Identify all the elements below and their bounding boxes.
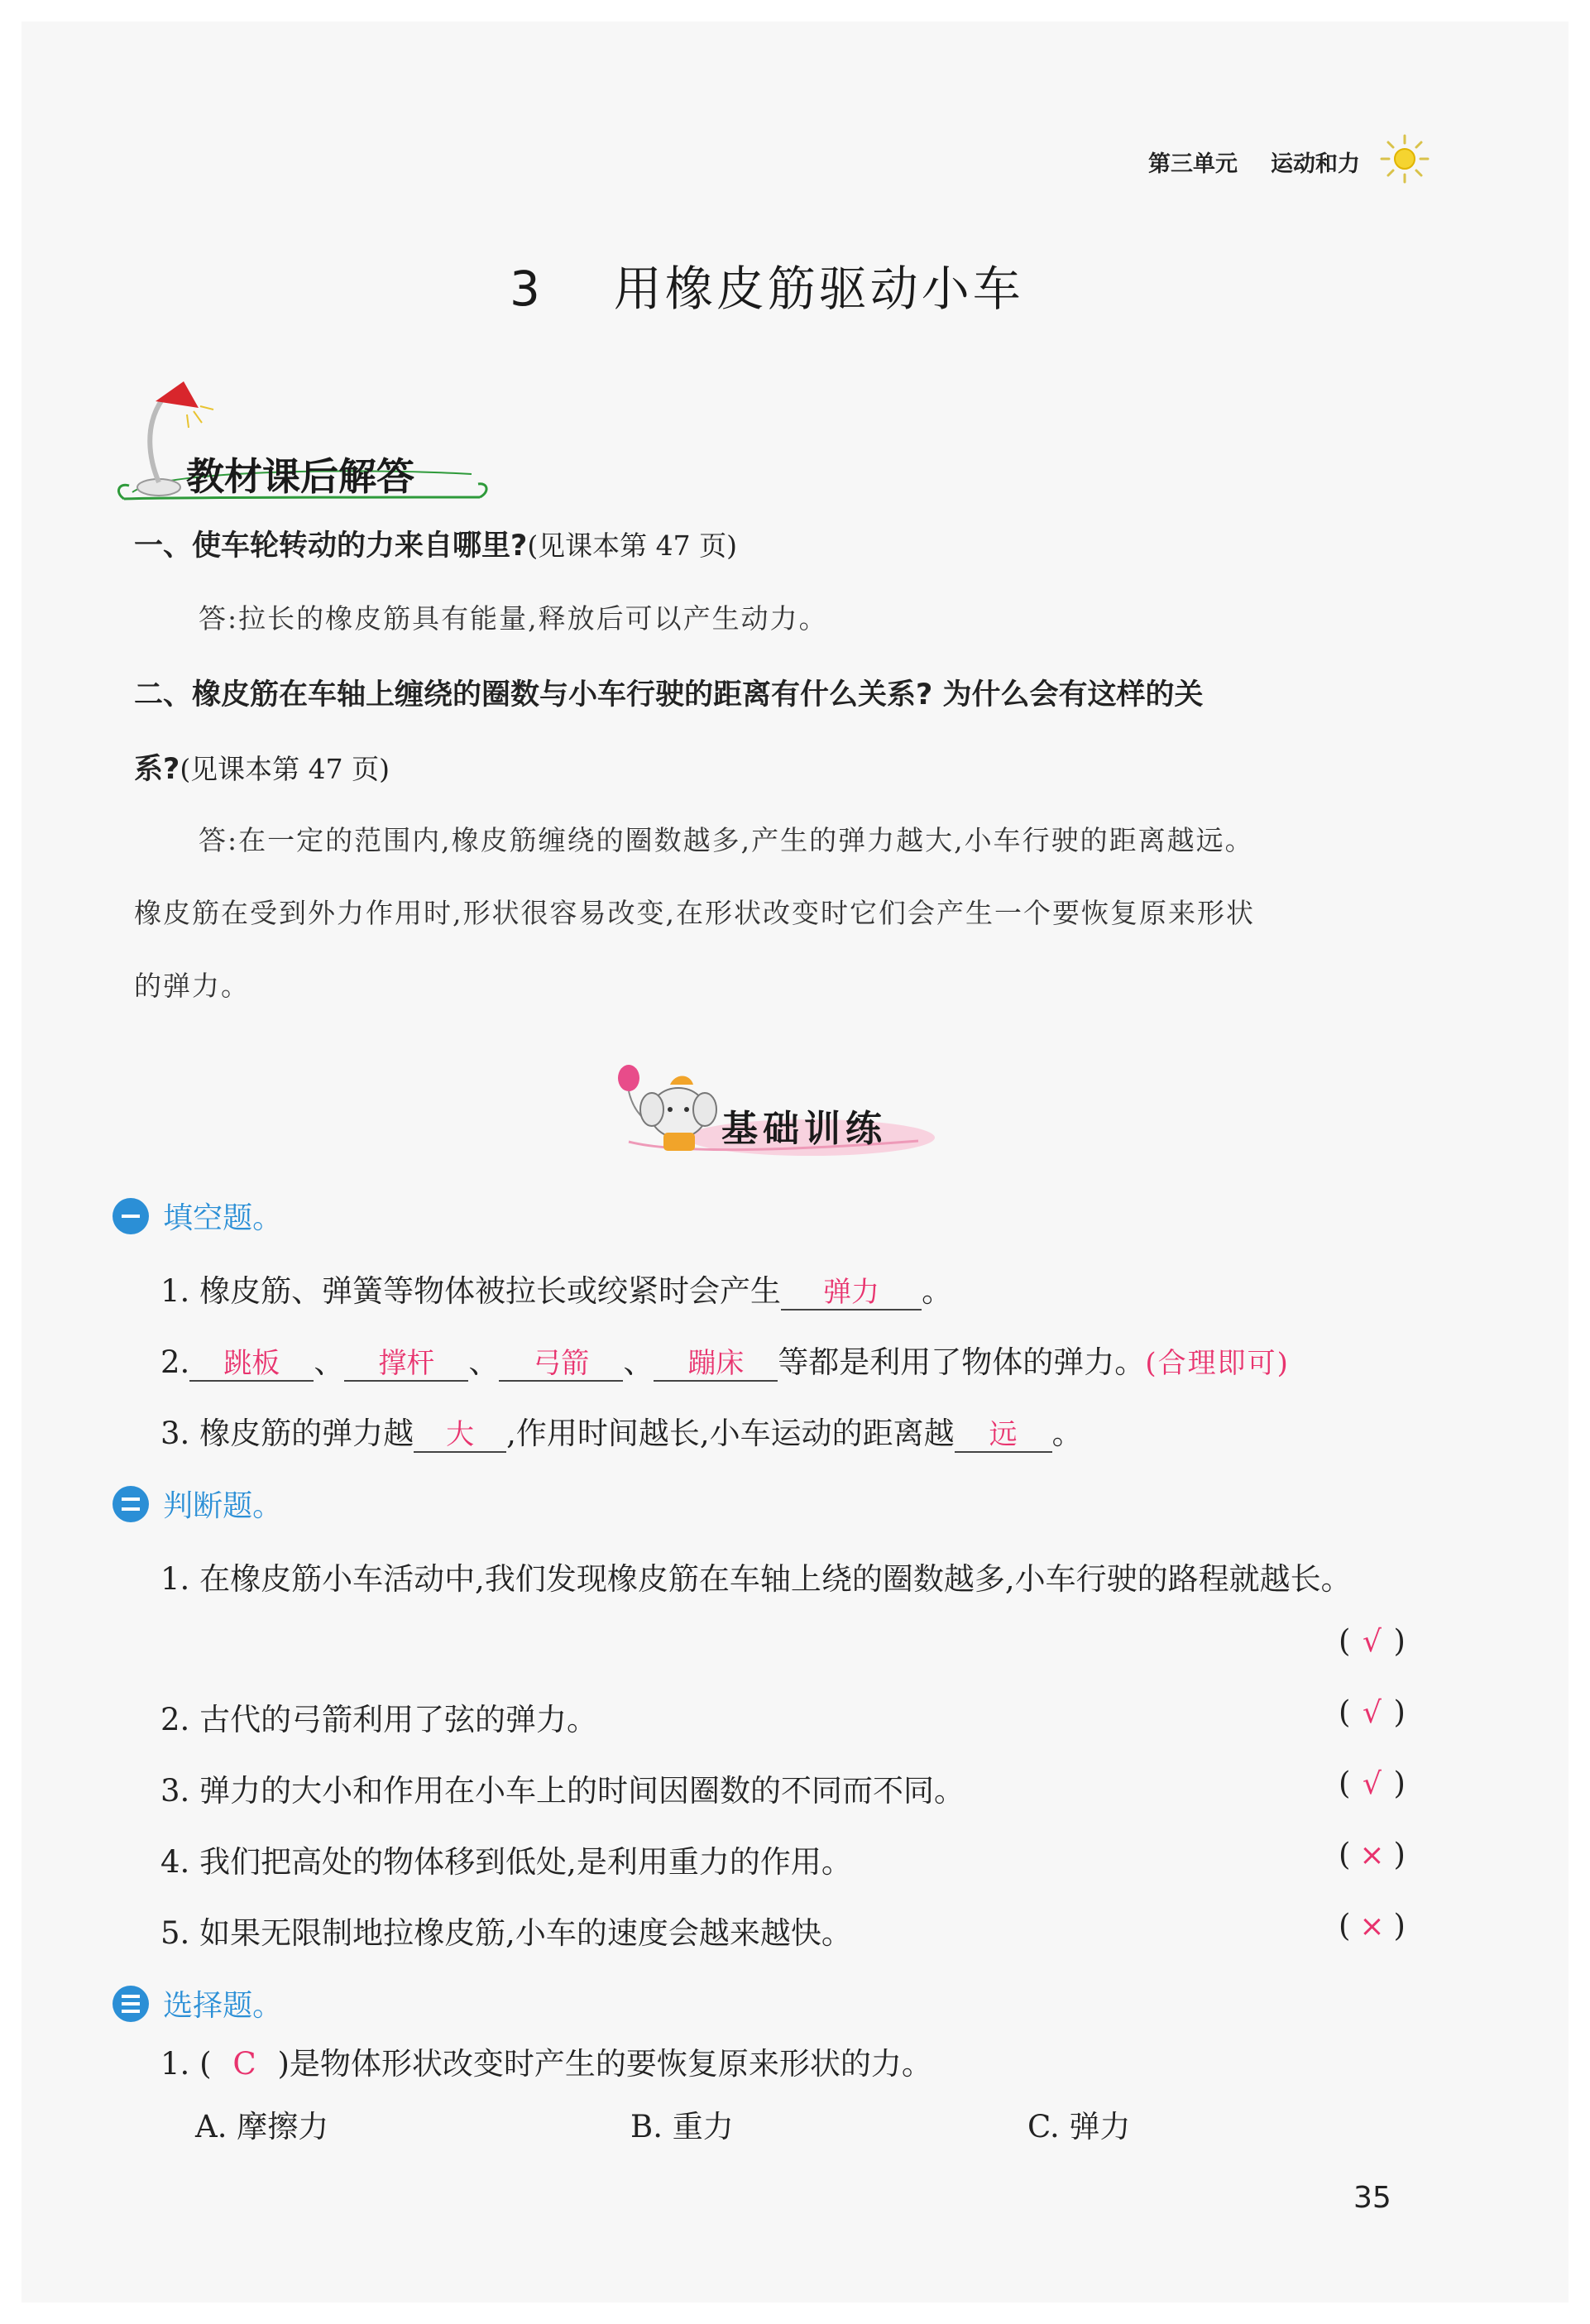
lesson-number: 3 bbox=[510, 261, 544, 317]
fill-item-3-middle: ,作用时间越长,小车运动的距离越 bbox=[506, 1416, 955, 1451]
fill-item-1-end: 。 bbox=[922, 1273, 953, 1309]
fill-item-3 bbox=[160, 1408, 1083, 1453]
section-one-badge-icon bbox=[113, 1198, 149, 1234]
fill-item-3-end: 。 bbox=[1051, 1416, 1083, 1451]
fill-item-2-text: 等都是利用了物体的弹力。 bbox=[778, 1344, 1146, 1380]
choice-section-label: 选择题。 bbox=[163, 1989, 283, 2023]
cross-mark-icon: × bbox=[1359, 1838, 1385, 1872]
answer-2-line-1: 答:在一定的范围内,橡皮筋缠绕的圈数越多,产生的弹力越大,小车行驶的距离越远。 bbox=[199, 824, 1254, 856]
choice-item-1 bbox=[160, 2039, 932, 2083]
question-2-text: 系? bbox=[134, 753, 180, 786]
cross-mark-icon: × bbox=[1359, 1910, 1385, 1943]
lesson-title bbox=[510, 250, 1024, 319]
check-mark-icon: √ bbox=[1362, 1696, 1382, 1730]
choice-option-c: C. 弹力 bbox=[1027, 2109, 1131, 2144]
judge-section-label: 判断题。 bbox=[163, 1489, 283, 1523]
fill-item-2 bbox=[160, 1337, 1290, 1382]
answer-2-line-3: 的弹力。 bbox=[134, 970, 250, 1002]
separator: 、 bbox=[314, 1344, 345, 1380]
judge-item-5-answer: ( × ) bbox=[1339, 1908, 1406, 1943]
separator: 、 bbox=[468, 1344, 500, 1380]
fill-section-header bbox=[113, 1195, 282, 1237]
textbook-answers-heading: 教材课后解答 bbox=[186, 454, 414, 499]
judge-item-2-answer: ( √ ) bbox=[1339, 1694, 1406, 1730]
check-mark-icon: √ bbox=[1362, 1767, 1382, 1801]
page-number: 35 bbox=[1353, 2181, 1391, 2215]
question-2-ref: (见课本第 47 页) bbox=[180, 753, 390, 785]
check-mark-icon: √ bbox=[1362, 1625, 1382, 1659]
choice-item-1-answer: C bbox=[232, 2046, 256, 2082]
judge-item-3: 3. 弹力的大小和作用在小车上的时间因圈数的不同而不同。 bbox=[160, 1773, 965, 1809]
answer-2-line-2: 橡皮筋在受到外力作用时,形状很容易改变,在形状改变时它们会产生一个要恢复原来形状 bbox=[134, 897, 1255, 929]
question-2-line-2 bbox=[134, 746, 390, 788]
fill-section-label: 填空题。 bbox=[163, 1201, 283, 1235]
question-1 bbox=[134, 523, 737, 564]
unit-label: 第三单元 bbox=[1148, 151, 1238, 177]
fill-item-3-text: 3. 橡皮筋的弹力越 bbox=[160, 1416, 414, 1451]
sun-icon bbox=[1377, 132, 1434, 187]
judge-item-3-answer: ( √ ) bbox=[1339, 1766, 1406, 1801]
section-two-badge-icon bbox=[113, 1486, 149, 1522]
question-2-line-1: 二、橡皮筋在车轴上缠绕的圈数与小车行驶的距离有什么关系? 为什么会有这样的关 bbox=[134, 678, 1204, 712]
training-heading: 基础训练 bbox=[721, 1108, 887, 1150]
choice-item-1-text: )是物体形状改变时产生的要恢复原来形状的力。 bbox=[277, 2046, 932, 2082]
choice-item-1-open: 1. ( bbox=[160, 2046, 212, 2082]
judge-item-4-answer: ( × ) bbox=[1339, 1837, 1406, 1872]
choice-section-header bbox=[113, 1982, 282, 2025]
fill-item-1 bbox=[160, 1266, 952, 1311]
question-1-text: 一、使车轮转动的力来自哪里? bbox=[134, 529, 528, 563]
judge-item-5: 5. 如果无限制地拉橡皮筋,小车的速度会越来越快。 bbox=[160, 1915, 852, 1951]
judge-item-1-answer: ( √ ) bbox=[1339, 1623, 1406, 1659]
fill-item-2-number: 2. bbox=[160, 1344, 190, 1380]
judge-section-header bbox=[113, 1483, 282, 1525]
fill-item-3-answer-1: 大 bbox=[414, 1418, 506, 1453]
question-1-ref: (见课本第 47 页) bbox=[527, 529, 738, 562]
judge-item-4: 4. 我们把高处的物体移到低处,是利用重力的作用。 bbox=[160, 1844, 852, 1880]
separator: 、 bbox=[623, 1344, 654, 1380]
choice-option-b: B. 重力 bbox=[630, 2109, 734, 2144]
fill-item-2-answer-3: 弓箭 bbox=[499, 1347, 623, 1382]
judge-item-1: 1. 在橡皮筋小车活动中,我们发现橡皮筋在车轴上绕的圈数越多,小车行驶的路程就越长。 bbox=[160, 1561, 1352, 1597]
section-three-badge-icon bbox=[113, 1986, 149, 2022]
fill-item-2-answer-4: 蹦床 bbox=[654, 1347, 778, 1382]
lesson-name: 用橡皮筋驱动小车 bbox=[613, 261, 1024, 317]
fill-item-1-text: 1. 橡皮筋、弹簧等物体被拉长或绞紧时会产生 bbox=[160, 1273, 782, 1309]
fill-item-2-answer-2: 撑杆 bbox=[344, 1347, 468, 1382]
judge-item-2: 2. 古代的弓箭利用了弦的弹力。 bbox=[160, 1702, 598, 1737]
fill-item-2-note: (合理即可) bbox=[1145, 1347, 1290, 1380]
fill-item-3-answer-2: 远 bbox=[955, 1418, 1052, 1453]
topic-label: 运动和力 bbox=[1271, 151, 1360, 177]
choice-option-a: A. 摩擦力 bbox=[195, 2109, 329, 2144]
fill-item-1-answer: 弹力 bbox=[781, 1276, 922, 1311]
fill-item-2-answer-1: 跳板 bbox=[189, 1347, 314, 1382]
answer-1: 答:拉长的橡皮筋具有能量,释放后可以产生动力。 bbox=[199, 602, 828, 635]
